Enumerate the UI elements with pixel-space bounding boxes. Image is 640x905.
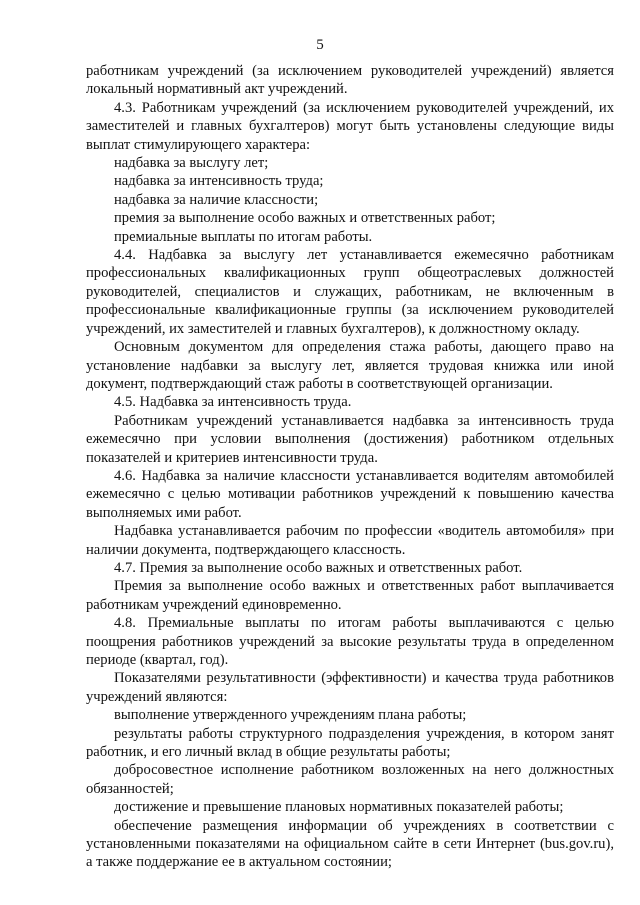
paragraph: результаты работы структурного подразделения учреждения, в котором занят работник, и его личный вклад в общие результаты работы; — [86, 725, 614, 761]
paragraph: 4.8. Премиальные выплаты по итогам работы выплачиваются с целью поощрения работников учреждений за высокие результаты труда в определенном периоде (квартал, год). — [86, 615, 614, 668]
paragraph: Показателями результативности (эффективности) и качества труда работников учреждений являются: — [86, 670, 614, 705]
paragraph: надбавка за выслугу лет; — [114, 155, 269, 172]
paragraph: 4.7. Премия за выполнение особо важных и ответственных работ. — [114, 559, 523, 576]
page-number: 5 — [316, 37, 324, 53]
paragraph: добросовестное исполнение работником возложенных на него должностных обязанностей; — [86, 762, 614, 797]
paragraph: 4.6. Надбавка за наличие классности устанавливается водителям автомобилей ежемесячно с целью мотивации работников учреждений к повышению качества выполняемых ими работ. — [86, 467, 614, 521]
paragraph: обеспечение размещения информации об учреждениях в соответствии с установленными показателями на официальном сайте в сети Интернет (bus.gov.ru), а также поддержание ее в актуальном состоянии; — [86, 817, 614, 871]
paragraph: премия за выполнение особо важных и ответственных работ; — [114, 210, 496, 227]
paragraph: работникам учреждений (за исключением руководителей учреждений) является локальный нормативный акт учреждений. — [86, 63, 614, 98]
paragraph: 4.3. Работникам учреждений (за исключением руководителей учреждений, их заместителей и главных бухгалтеров) могут быть установлены следующие виды выплат стимулирующего характера: — [86, 99, 614, 153]
paragraph: достижение и превышение плановых нормативных показателей работы; — [114, 799, 564, 816]
paragraph: надбавка за интенсивность труда; — [114, 173, 324, 190]
paragraph: премиальные выплаты по итогам работы. — [114, 228, 373, 245]
paragraph: Основным документом для определения стажа работы, дающего право на установление надбавки за выслугу лет, является трудовая книжка или иной документ, подтверждающий стаж работы в соответствующей организации. — [86, 339, 614, 392]
paragraph: выполнение утвержденного учреждениям плана работы; — [114, 707, 467, 724]
paragraph: Премия за выполнение особо важных и ответственных работ выплачивается работникам учреждений единовременно. — [86, 578, 614, 613]
paragraph: 4.5. Надбавка за интенсивность труда. — [114, 394, 352, 411]
paragraph: 4.4. Надбавка за выслугу лет устанавливается ежемесячно работникам профессиональных квалификационных групп общеотраслевых должностей руководителей, специалистов и служащих, работникам, не включенным в профессиональные квалификационные группы (за исключением руководителей учреждений, их заместителей и главных бухгалтеров), к должностному окладу. — [86, 247, 614, 337]
document-body — [86, 62, 614, 872]
paragraph: надбавка за наличие классности; — [114, 191, 319, 208]
paragraph: Надбавка устанавливается рабочим по профессии «водитель автомобиля» при наличии документа, подтверждающего классность. — [86, 523, 614, 558]
paragraph: Работникам учреждений устанавливается надбавка за интенсивность труда ежемесячно при условии выполнения (достижения) работником отдельных показателей и критериев интенсивности труда. — [86, 412, 614, 466]
